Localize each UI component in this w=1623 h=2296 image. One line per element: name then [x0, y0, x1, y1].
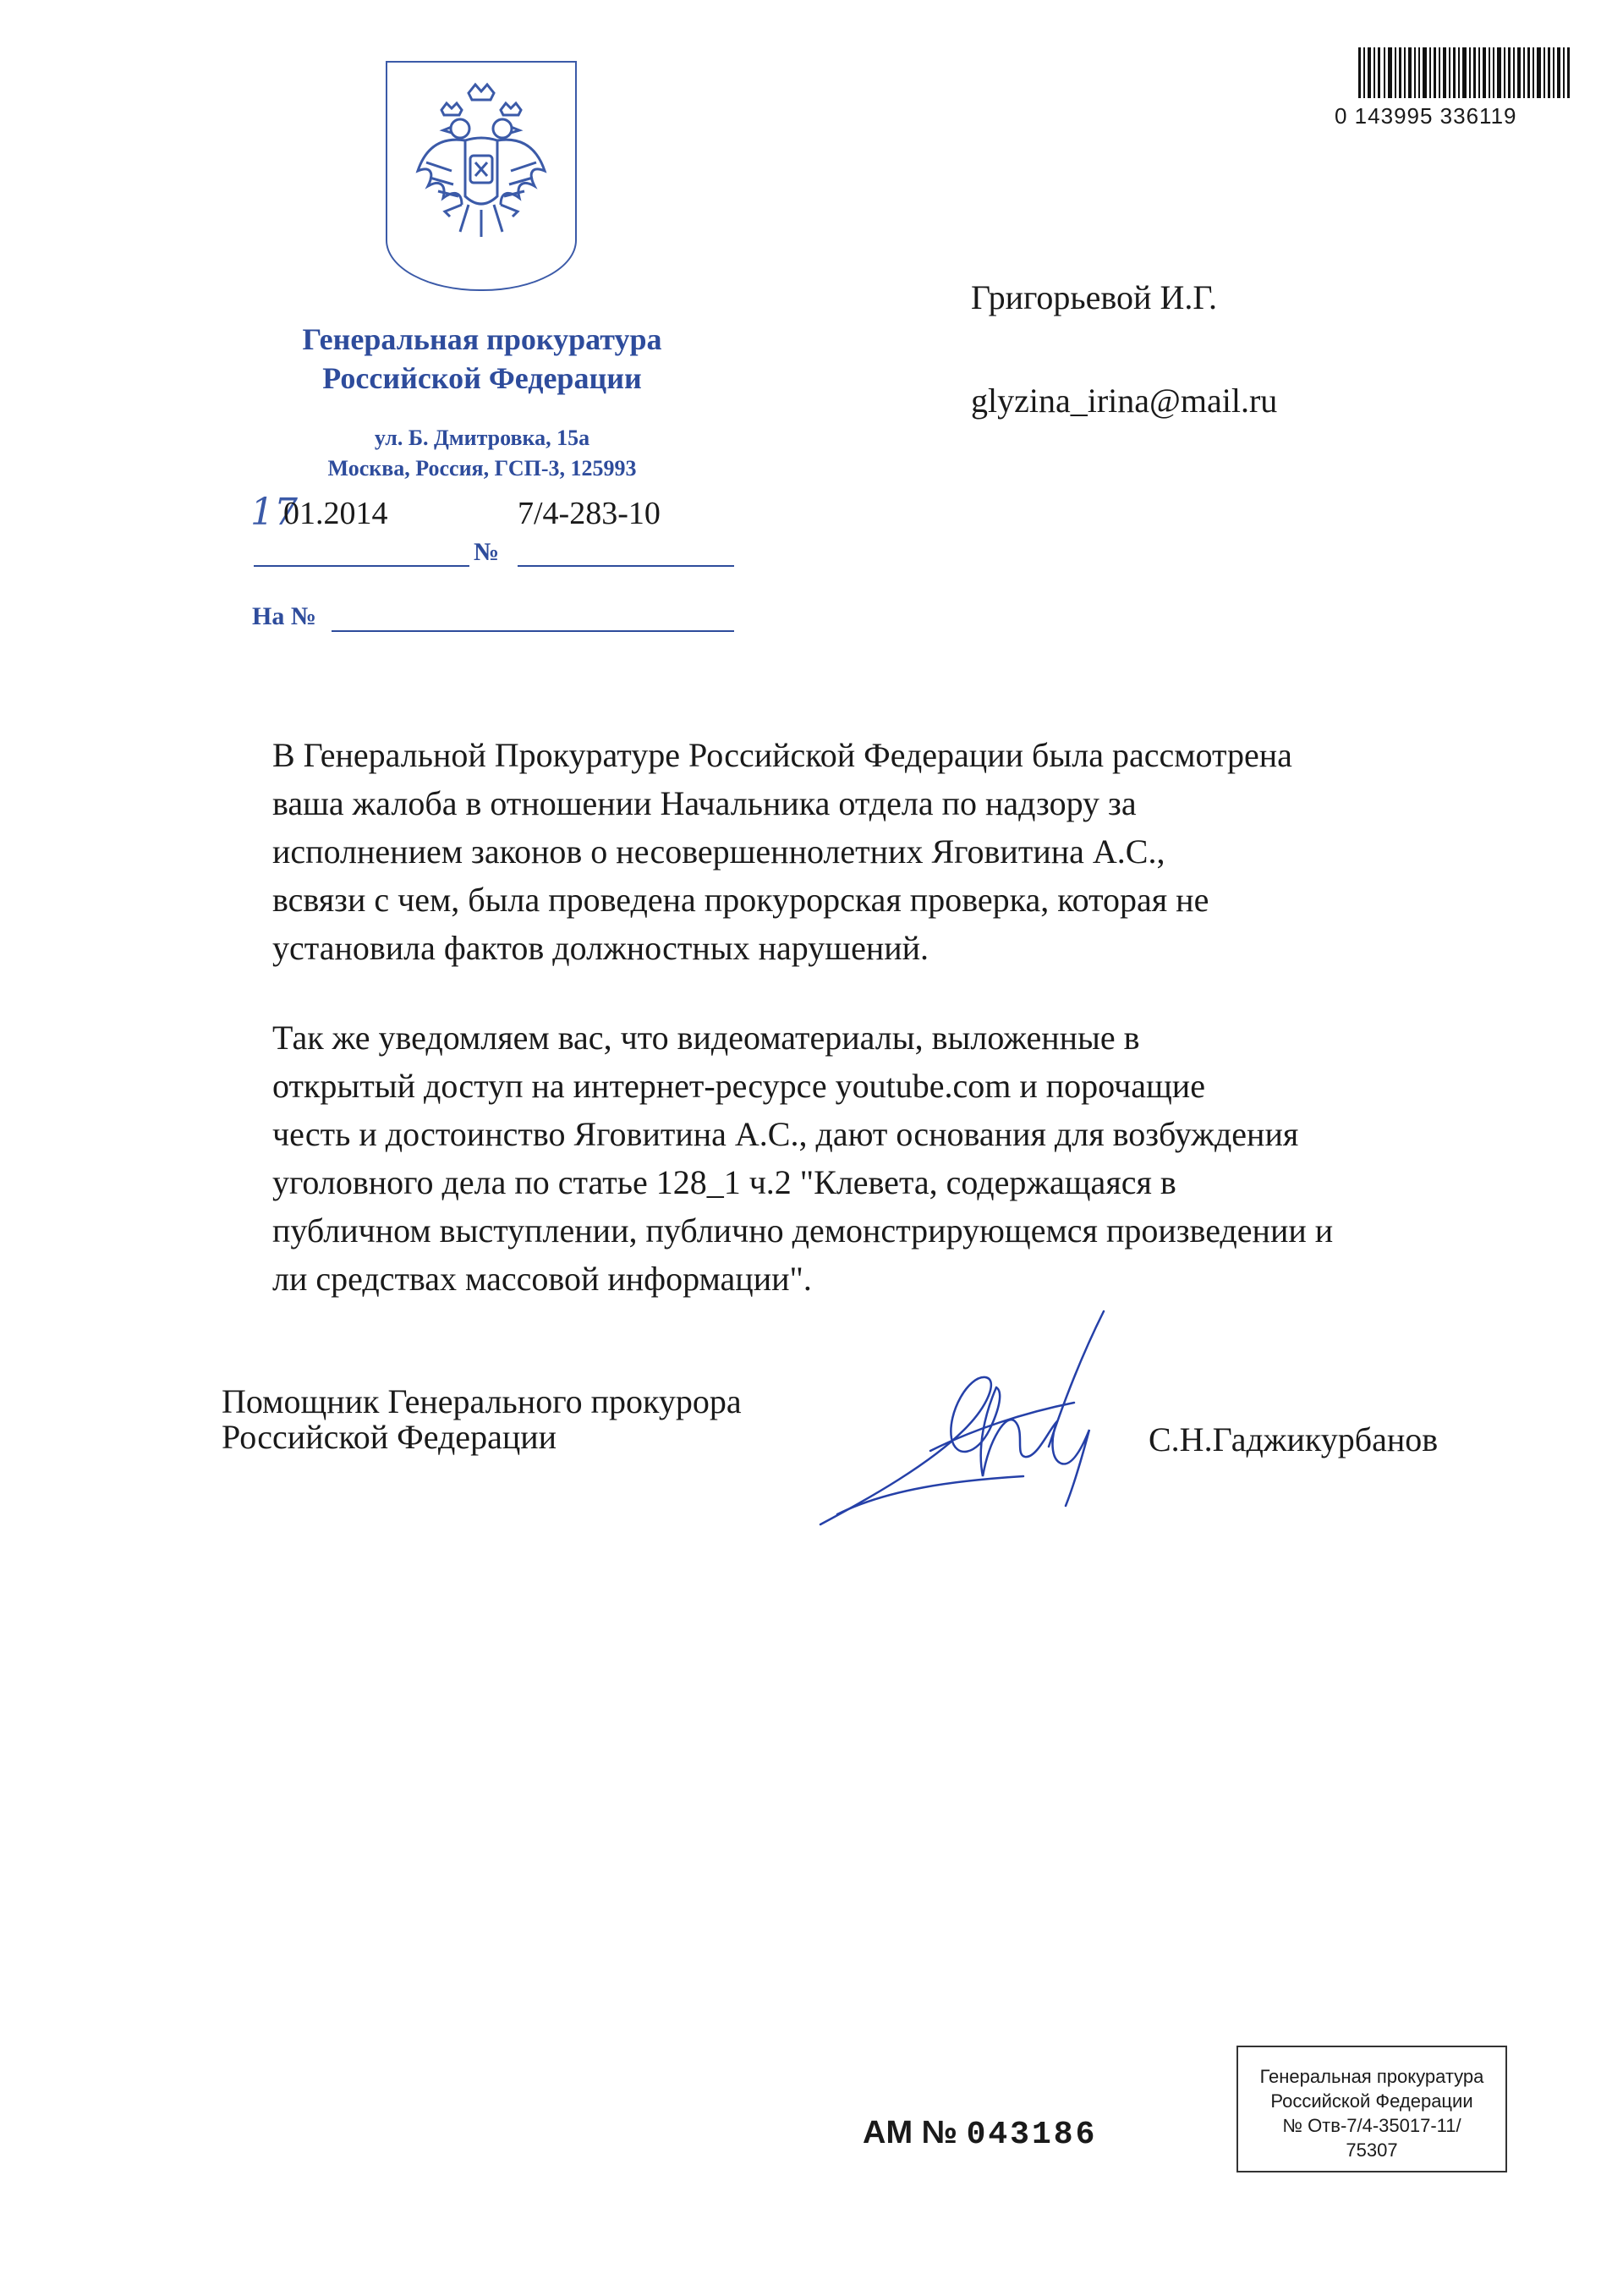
body-line: всвязи с чем, была проведена прокурорская проверка, которая не [272, 881, 1209, 919]
handwritten-signature [803, 1303, 1159, 1540]
body-line: ли средствах массовой информации". [272, 1260, 812, 1298]
stamp-line4: 75307 [1346, 2139, 1398, 2161]
signatory-title-line2: Российской Федерации [222, 1418, 557, 1456]
body-line: уголовного дела по статье 128_1 ч.2 "Клевета, содержащаяся в [272, 1163, 1176, 1201]
reply-to-label: На № [252, 602, 316, 630]
serial-number: 043186 [966, 2117, 1098, 2153]
registration-stamp [1236, 2046, 1507, 2172]
signatory-name: С.Н.Гаджикурбанов [1149, 1420, 1439, 1458]
serial-prefix: АМ № [863, 2115, 958, 2150]
stamp-line1: Генеральная прокуратура [1259, 2066, 1484, 2087]
signatory-title [222, 1384, 742, 1455]
body-line: ваша жалоба в отношении Начальника отдела по надзору за [272, 784, 1137, 822]
body-line: исполнением законов о несовершеннолетних Яговитина А.С., [272, 832, 1165, 871]
number-sign: № [474, 538, 500, 566]
organization-address [296, 423, 668, 484]
body-line: Так же уведомляем вас, что видеоматериалы, выложенные в [272, 1019, 1140, 1057]
emblem-frame [386, 61, 577, 291]
stamp-line2: Российской Федерации [1270, 2090, 1473, 2112]
body-paragraph-2 [272, 1013, 1575, 1303]
body-paragraph-1 [272, 731, 1575, 972]
addressee-name: Григорьевой И.Г. [971, 278, 1217, 316]
body-line: открытый доступ на интернет-ресурсе youtube.com и порочащие [272, 1067, 1205, 1105]
stamp-line3: № Отв-7/4-35017-11/ [1282, 2115, 1461, 2136]
organization-name-line1: Генеральная прокуратура [302, 322, 662, 356]
body-line: установила фактов должностных нарушений. [272, 929, 929, 967]
form-serial-number [863, 2115, 1097, 2153]
address-line2: Москва, Россия, ГСП-3, 125993 [327, 456, 637, 481]
body-line: честь и достоинство Яговитина А.С., дают основания для возбуждения [272, 1115, 1299, 1153]
registration-number: 7/4-283-10 [518, 496, 661, 531]
double-headed-eagle-icon [409, 78, 553, 247]
organization-name [254, 320, 710, 398]
number-underline [518, 565, 734, 567]
organization-name-line2: Российской Федерации [322, 361, 642, 395]
barcode [1358, 47, 1571, 98]
registration-day-handwritten: 17 [250, 491, 298, 534]
date-underline [254, 565, 469, 567]
barcode-digits: 0 143995 336119 [1335, 103, 1517, 129]
body-line: В Генеральной Прокуратуре Российской Федерации была рассмотрена [272, 736, 1292, 774]
body-line: публичном выступлении, публично демонстрирующемся произведении и [272, 1211, 1334, 1250]
reply-to-underline [332, 630, 734, 632]
signatory-title-line1: Помощник Генерального прокурора [222, 1382, 742, 1420]
addressee-email: glyzina_irina@mail.ru [971, 382, 1278, 420]
registration-date: 01.2014 [283, 496, 388, 531]
address-line1: ул. Б. Дмитровка, 15а [374, 426, 590, 450]
